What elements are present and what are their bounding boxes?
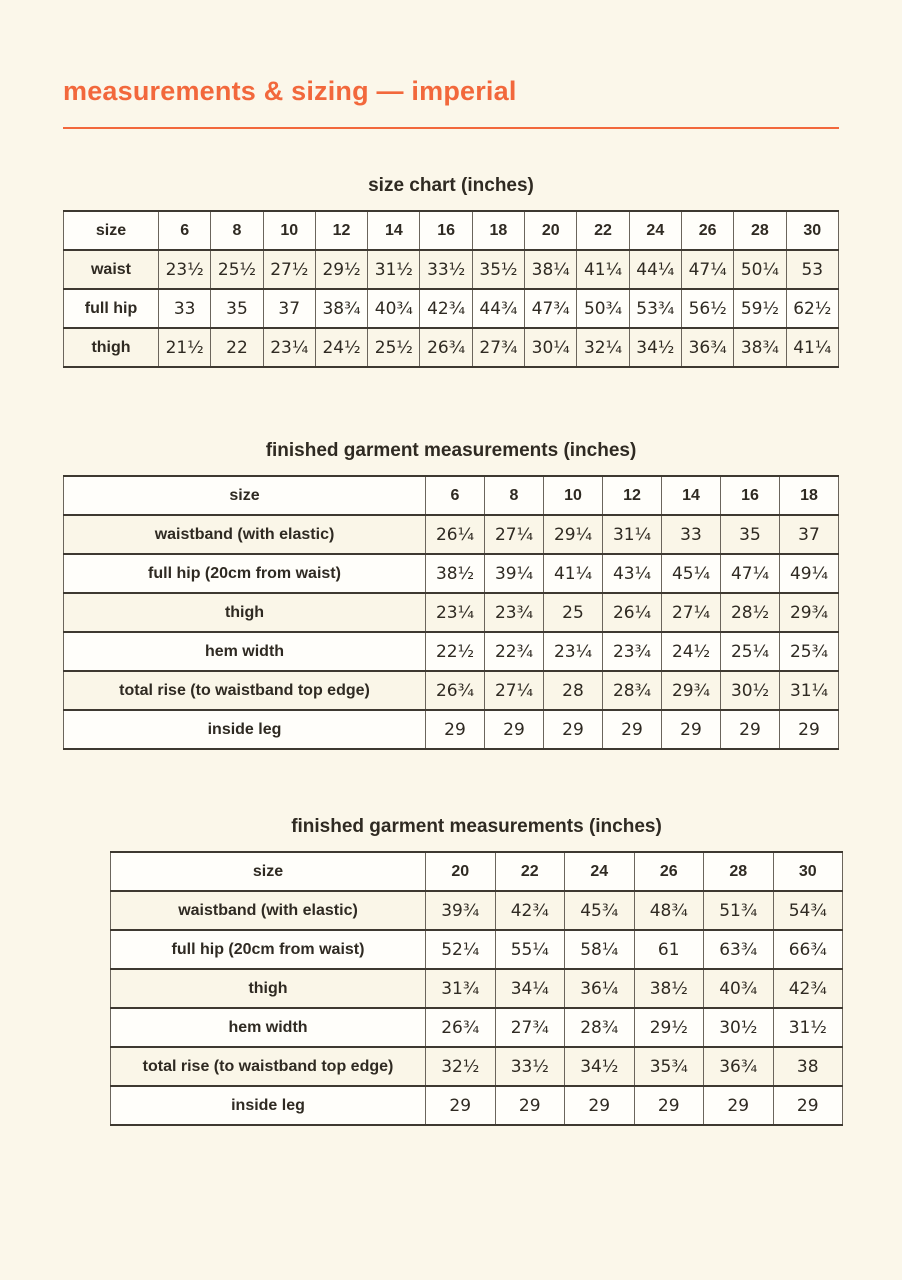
measurement-value: 29 bbox=[780, 710, 839, 749]
row-label: full hip (20cm from waist) bbox=[64, 554, 426, 593]
row-label: hem width bbox=[111, 1008, 426, 1047]
size-column-header: 10 bbox=[544, 476, 603, 515]
measurement-value: 23¼ bbox=[263, 328, 315, 367]
measurement-value: 52¼ bbox=[426, 930, 496, 969]
table-row bbox=[64, 250, 839, 289]
measurement-value: 38¾ bbox=[315, 289, 367, 328]
size-column-header: 8 bbox=[485, 476, 544, 515]
table-row bbox=[64, 632, 839, 671]
measurement-value: 31¼ bbox=[780, 671, 839, 710]
measurement-value: 48¾ bbox=[634, 891, 704, 930]
measurement-value: 33 bbox=[662, 515, 721, 554]
measurement-value: 31½ bbox=[368, 250, 420, 289]
measurement-value: 34½ bbox=[629, 328, 681, 367]
measurement-value: 50¼ bbox=[734, 250, 786, 289]
measurement-value: 34¼ bbox=[495, 969, 565, 1008]
row-label: thigh bbox=[111, 969, 426, 1008]
table-row bbox=[111, 1008, 843, 1047]
measurement-value: 38¾ bbox=[734, 328, 786, 367]
table-row bbox=[64, 289, 839, 328]
measurement-value: 35 bbox=[211, 289, 263, 328]
row-label: thigh bbox=[64, 593, 426, 632]
measurement-value: 29 bbox=[495, 1086, 565, 1125]
table-row bbox=[111, 930, 843, 969]
row-label: inside leg bbox=[64, 710, 426, 749]
measurement-value: 47¼ bbox=[681, 250, 733, 289]
measurement-value: 61 bbox=[634, 930, 704, 969]
measurement-value: 35½ bbox=[472, 250, 524, 289]
measurement-value: 31¼ bbox=[603, 515, 662, 554]
measurement-value: 50¾ bbox=[577, 289, 629, 328]
measurement-value: 51¾ bbox=[704, 891, 774, 930]
measurement-value: 33½ bbox=[420, 250, 472, 289]
measurement-value: 30½ bbox=[721, 671, 780, 710]
measurement-value: 40¾ bbox=[368, 289, 420, 328]
measurement-value: 27¼ bbox=[485, 515, 544, 554]
measurement-value: 28¾ bbox=[565, 1008, 635, 1047]
measurement-value: 35 bbox=[721, 515, 780, 554]
measurement-value: 39¼ bbox=[485, 554, 544, 593]
measurement-value: 29 bbox=[634, 1086, 704, 1125]
header-row bbox=[111, 852, 843, 891]
measurement-value: 29 bbox=[544, 710, 603, 749]
size-column-header: 6 bbox=[159, 211, 211, 250]
measurement-value: 30½ bbox=[704, 1008, 774, 1047]
measurement-value: 29 bbox=[773, 1086, 843, 1125]
measurement-value: 32½ bbox=[426, 1047, 496, 1086]
measurement-value: 25½ bbox=[368, 328, 420, 367]
table-row bbox=[111, 891, 843, 930]
measurement-value: 23¼ bbox=[544, 632, 603, 671]
finished-measurements-title-2: finished garment measurements (inches) bbox=[291, 816, 662, 837]
measurement-value: 26¼ bbox=[426, 515, 485, 554]
measurement-value: 23¼ bbox=[426, 593, 485, 632]
measurement-value: 29 bbox=[721, 710, 780, 749]
measurement-value: 22 bbox=[211, 328, 263, 367]
measurement-value: 29½ bbox=[315, 250, 367, 289]
measurement-value: 55¼ bbox=[495, 930, 565, 969]
measurement-value: 29 bbox=[704, 1086, 774, 1125]
finished-measurements-section-2 bbox=[110, 816, 843, 1126]
table-row bbox=[64, 328, 839, 367]
size-header-label: size bbox=[64, 211, 159, 250]
measurement-value: 41¼ bbox=[544, 554, 603, 593]
measurement-value: 26¼ bbox=[603, 593, 662, 632]
measurement-value: 44¾ bbox=[472, 289, 524, 328]
size-column-header: 6 bbox=[426, 476, 485, 515]
size-column-header: 14 bbox=[662, 476, 721, 515]
finished-measurements-table-2 bbox=[110, 851, 843, 1126]
measurement-value: 31½ bbox=[773, 1008, 843, 1047]
measurement-value: 66¾ bbox=[773, 930, 843, 969]
measurement-value: 28 bbox=[544, 671, 603, 710]
measurement-value: 32¼ bbox=[577, 328, 629, 367]
measurement-value: 37 bbox=[263, 289, 315, 328]
measurement-value: 29 bbox=[485, 710, 544, 749]
size-column-header: 24 bbox=[629, 211, 681, 250]
size-column-header: 12 bbox=[603, 476, 662, 515]
measurement-value: 25 bbox=[544, 593, 603, 632]
measurement-value: 63¾ bbox=[704, 930, 774, 969]
measurement-value: 31¾ bbox=[426, 969, 496, 1008]
measurement-value: 49¼ bbox=[780, 554, 839, 593]
title-divider bbox=[63, 127, 839, 129]
table-row bbox=[64, 593, 839, 632]
measurement-value: 29 bbox=[603, 710, 662, 749]
measurement-value: 23¾ bbox=[603, 632, 662, 671]
measurement-value: 27½ bbox=[263, 250, 315, 289]
measurement-value: 44¼ bbox=[629, 250, 681, 289]
table-row bbox=[111, 1047, 843, 1086]
size-column-header: 18 bbox=[472, 211, 524, 250]
size-column-header: 12 bbox=[315, 211, 367, 250]
measurement-value: 33 bbox=[159, 289, 211, 328]
measurement-value: 38 bbox=[773, 1047, 843, 1086]
measurement-value: 25¼ bbox=[721, 632, 780, 671]
finished-measurements-section-1 bbox=[63, 440, 839, 750]
measurement-value: 22½ bbox=[426, 632, 485, 671]
finished-measurements-title-1: finished garment measurements (inches) bbox=[265, 440, 637, 461]
measurement-value: 38½ bbox=[426, 554, 485, 593]
measurement-value: 28½ bbox=[721, 593, 780, 632]
measurement-value: 38¼ bbox=[525, 250, 577, 289]
size-column-header: 22 bbox=[495, 852, 565, 891]
measurement-value: 45¼ bbox=[662, 554, 721, 593]
row-label: inside leg bbox=[111, 1086, 426, 1125]
measurement-value: 29½ bbox=[634, 1008, 704, 1047]
measurement-value: 59½ bbox=[734, 289, 786, 328]
measurement-value: 62½ bbox=[786, 289, 838, 328]
table-row bbox=[64, 710, 839, 749]
size-column-header: 22 bbox=[577, 211, 629, 250]
measurement-value: 25¾ bbox=[780, 632, 839, 671]
size-column-header: 30 bbox=[786, 211, 838, 250]
row-label: waistband (with elastic) bbox=[111, 891, 426, 930]
table-row bbox=[111, 969, 843, 1008]
size-column-header: 24 bbox=[565, 852, 635, 891]
measurement-value: 54¾ bbox=[773, 891, 843, 930]
measurement-value: 42¾ bbox=[495, 891, 565, 930]
measurement-value: 36¼ bbox=[565, 969, 635, 1008]
size-header-label: size bbox=[64, 476, 426, 515]
row-label: total rise (to waistband top edge) bbox=[111, 1047, 426, 1086]
measurement-value: 28¾ bbox=[603, 671, 662, 710]
measurement-value: 27¾ bbox=[472, 328, 524, 367]
measurement-value: 36¾ bbox=[704, 1047, 774, 1086]
measurement-value: 41¼ bbox=[786, 328, 838, 367]
measurement-value: 29 bbox=[565, 1086, 635, 1125]
measurement-value: 42¾ bbox=[773, 969, 843, 1008]
table-row bbox=[64, 554, 839, 593]
row-label: waistband (with elastic) bbox=[64, 515, 426, 554]
size-column-header: 16 bbox=[420, 211, 472, 250]
measurement-value: 43¼ bbox=[603, 554, 662, 593]
measurement-value: 26¾ bbox=[426, 1008, 496, 1047]
measurement-value: 29¾ bbox=[780, 593, 839, 632]
size-column-header: 18 bbox=[780, 476, 839, 515]
measurement-value: 29 bbox=[426, 1086, 496, 1125]
header-row bbox=[64, 476, 839, 515]
size-column-header: 8 bbox=[211, 211, 263, 250]
measurement-value: 29 bbox=[426, 710, 485, 749]
table-row bbox=[64, 671, 839, 710]
measurement-value: 42¾ bbox=[420, 289, 472, 328]
size-column-header: 30 bbox=[773, 852, 843, 891]
size-chart-title: size chart (inches) bbox=[368, 175, 534, 196]
measurement-value: 27¼ bbox=[485, 671, 544, 710]
measurement-value: 37 bbox=[780, 515, 839, 554]
measurement-value: 47¾ bbox=[525, 289, 577, 328]
measurement-value: 38½ bbox=[634, 969, 704, 1008]
measurement-value: 34½ bbox=[565, 1047, 635, 1086]
size-column-header: 28 bbox=[704, 852, 774, 891]
table-row bbox=[111, 1086, 843, 1125]
measurement-value: 40¾ bbox=[704, 969, 774, 1008]
measurement-value: 29¼ bbox=[544, 515, 603, 554]
size-column-header: 20 bbox=[426, 852, 496, 891]
measurement-value: 29¾ bbox=[662, 671, 721, 710]
measurement-value: 33½ bbox=[495, 1047, 565, 1086]
measurement-value: 45¾ bbox=[565, 891, 635, 930]
row-label: thigh bbox=[64, 328, 159, 367]
measurement-value: 41¼ bbox=[577, 250, 629, 289]
measurement-value: 27¾ bbox=[495, 1008, 565, 1047]
size-column-header: 28 bbox=[734, 211, 786, 250]
measurement-value: 53 bbox=[786, 250, 838, 289]
measurement-value: 27¼ bbox=[662, 593, 721, 632]
row-label: full hip bbox=[64, 289, 159, 328]
row-label: full hip (20cm from waist) bbox=[111, 930, 426, 969]
measurement-value: 58¼ bbox=[565, 930, 635, 969]
measurement-value: 24½ bbox=[662, 632, 721, 671]
row-label: hem width bbox=[64, 632, 426, 671]
size-column-header: 14 bbox=[368, 211, 420, 250]
measurement-value: 30¼ bbox=[525, 328, 577, 367]
measurement-value: 26¾ bbox=[420, 328, 472, 367]
measurement-value: 29 bbox=[662, 710, 721, 749]
table-row bbox=[64, 515, 839, 554]
measurement-value: 36¾ bbox=[681, 328, 733, 367]
measurement-value: 25½ bbox=[211, 250, 263, 289]
measurement-value: 21½ bbox=[159, 328, 211, 367]
measurement-value: 53¾ bbox=[629, 289, 681, 328]
size-header-label: size bbox=[111, 852, 426, 891]
size-column-header: 26 bbox=[681, 211, 733, 250]
size-chart-table bbox=[63, 210, 839, 368]
page-title: measurements & sizing — imperial bbox=[63, 76, 517, 106]
finished-measurements-table-1 bbox=[63, 475, 839, 750]
measurement-value: 39¾ bbox=[426, 891, 496, 930]
row-label: waist bbox=[64, 250, 159, 289]
measurement-value: 22¾ bbox=[485, 632, 544, 671]
size-chart-section bbox=[63, 175, 839, 368]
measurement-value: 35¾ bbox=[634, 1047, 704, 1086]
measurement-value: 26¾ bbox=[426, 671, 485, 710]
measurement-value: 47¼ bbox=[721, 554, 780, 593]
header-row bbox=[64, 211, 839, 250]
size-column-header: 10 bbox=[263, 211, 315, 250]
measurement-value: 23½ bbox=[159, 250, 211, 289]
measurement-value: 56½ bbox=[681, 289, 733, 328]
size-column-header: 20 bbox=[525, 211, 577, 250]
measurement-value: 24½ bbox=[315, 328, 367, 367]
size-column-header: 16 bbox=[721, 476, 780, 515]
row-label: total rise (to waistband top edge) bbox=[64, 671, 426, 710]
size-column-header: 26 bbox=[634, 852, 704, 891]
measurement-value: 23¾ bbox=[485, 593, 544, 632]
